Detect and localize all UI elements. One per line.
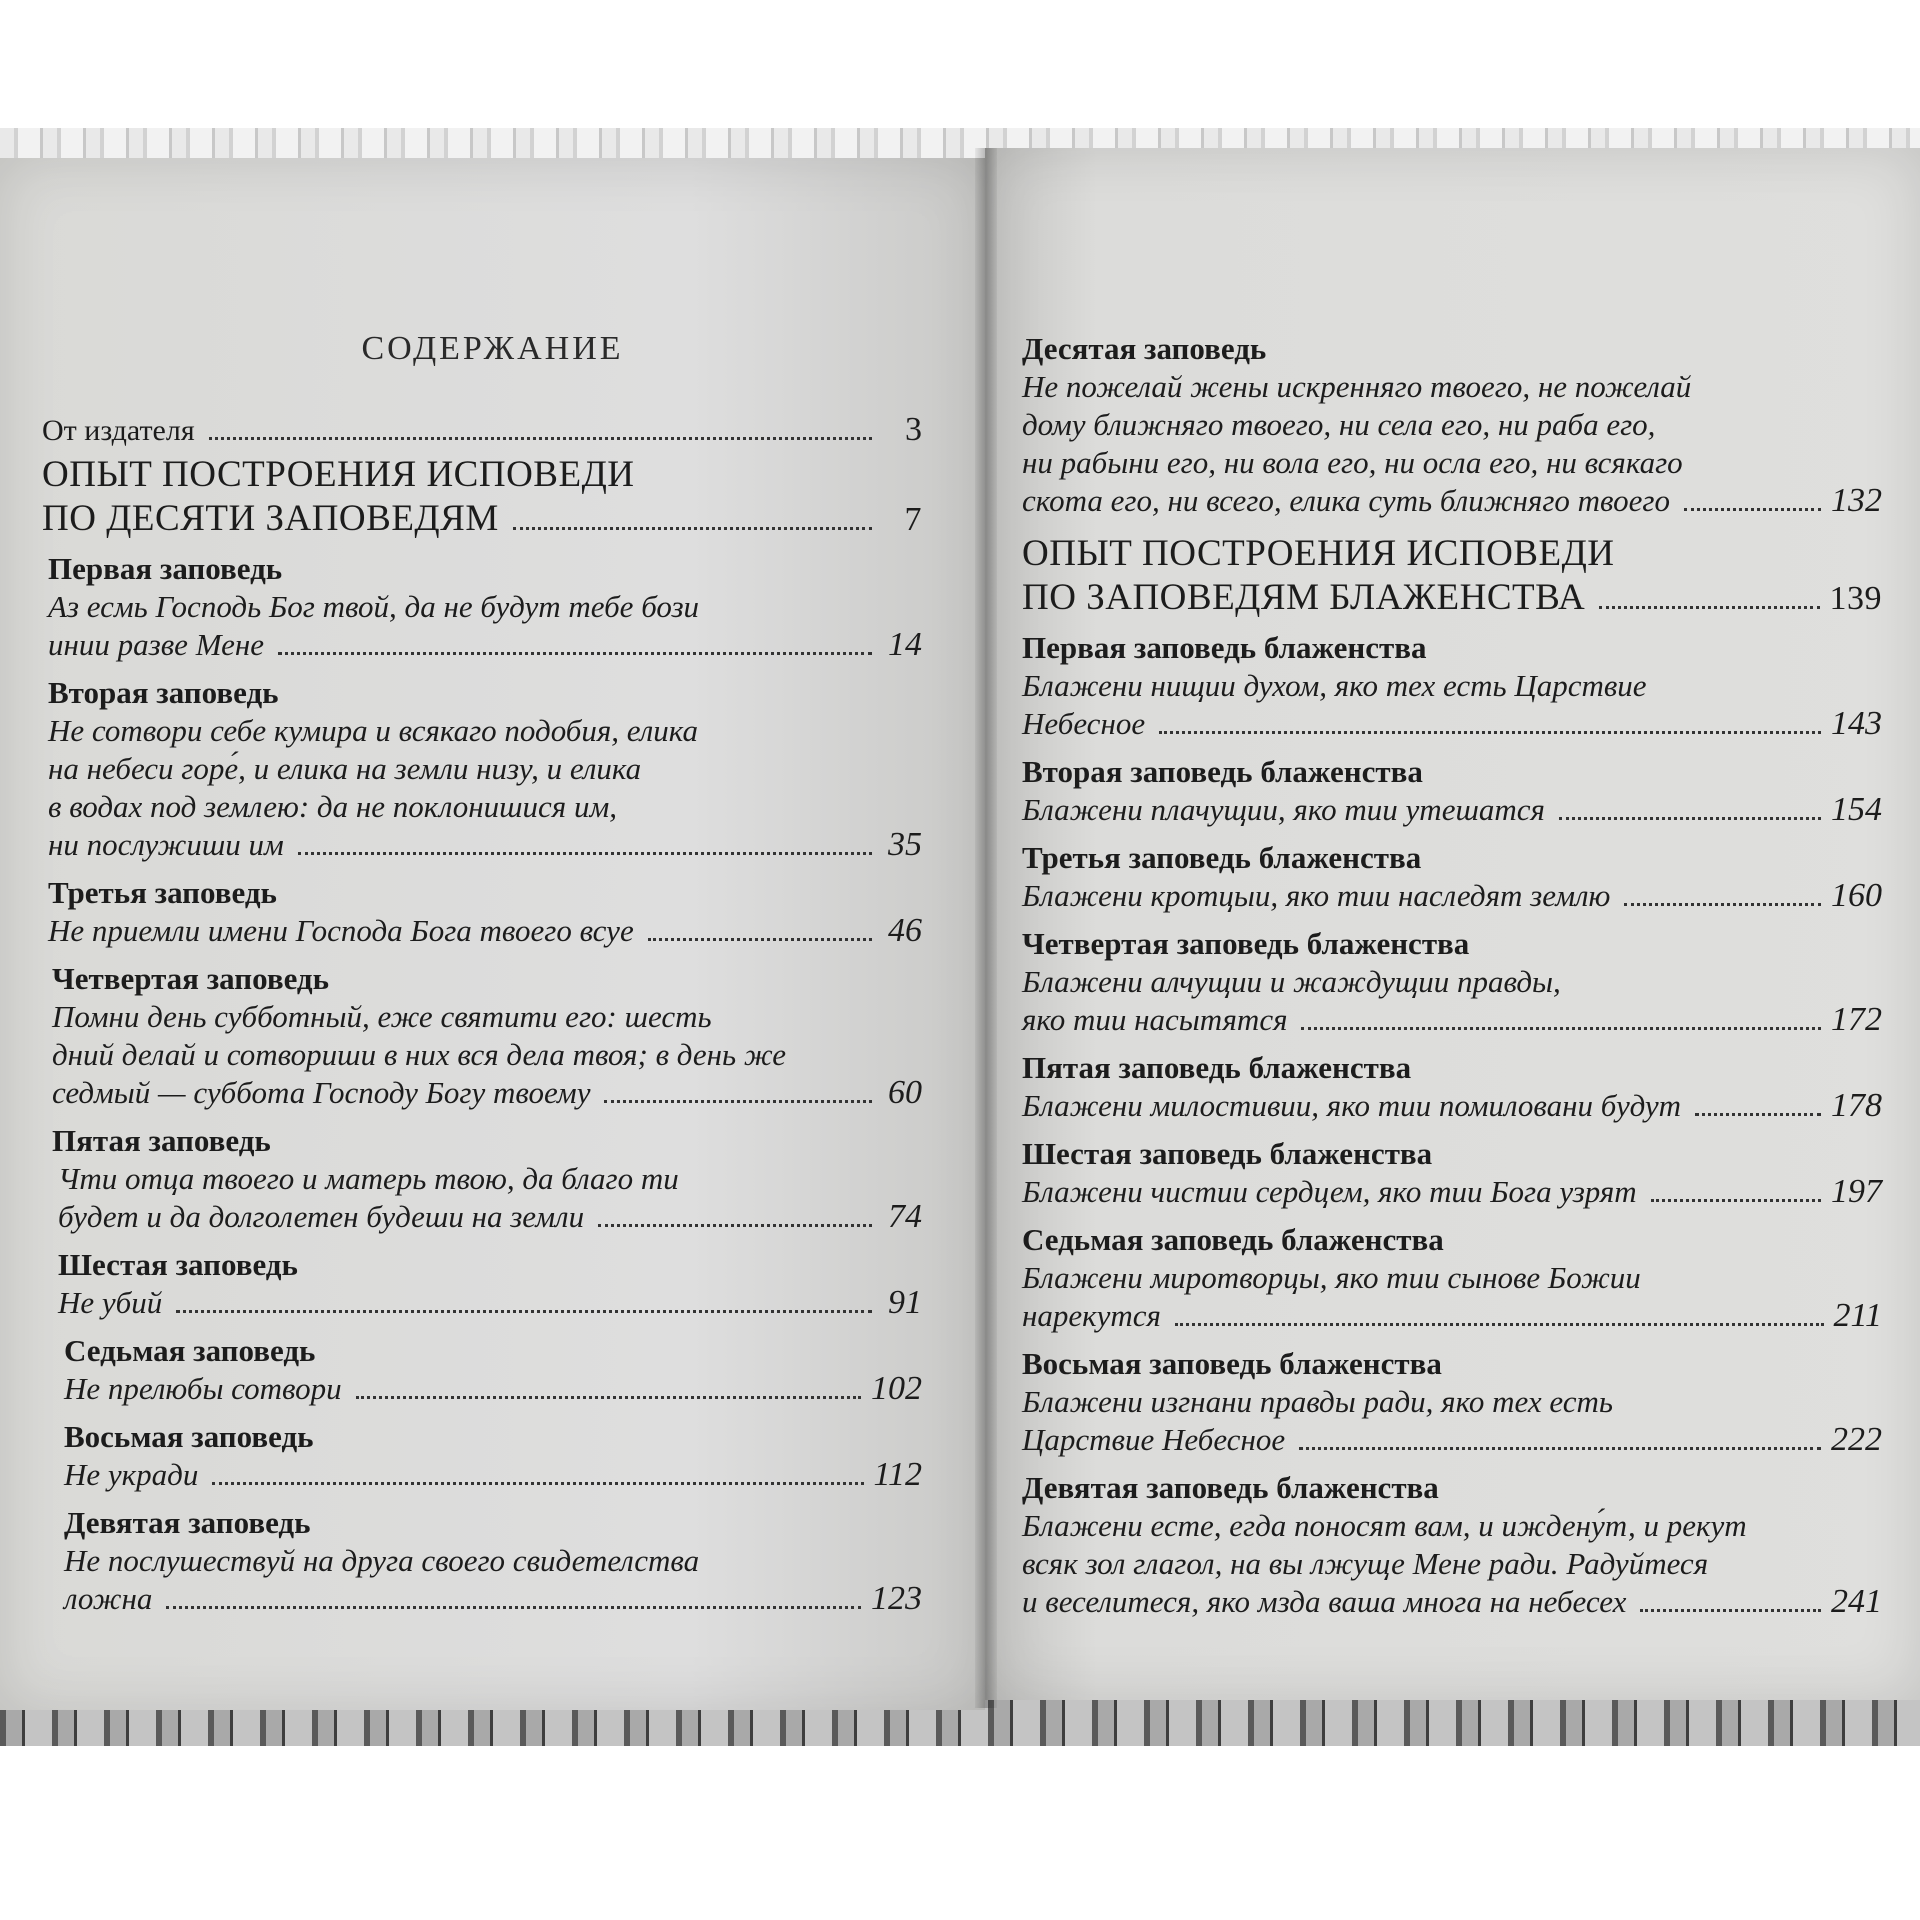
toc-entry-commandment-5 xyxy=(42,1122,922,1236)
entry-text: Блажени кротцыи, яко тии наследят землю xyxy=(1022,878,1611,913)
dot-leader xyxy=(1684,508,1821,511)
page-number: 160 xyxy=(1831,877,1882,914)
toc-entry-beatitude-2 xyxy=(1022,753,1882,829)
entry-heading: Вторая заповедь блаженства xyxy=(1022,754,1423,789)
dot-leader xyxy=(1599,606,1819,609)
entry-text: Не прелюбы сотвори xyxy=(64,1371,342,1406)
entry-text: скота его, ни всего, елика суть ближняго твоего xyxy=(1022,483,1670,518)
part-title-line: ПО ДЕСЯТИ ЗАПОВЕДЯМ xyxy=(42,498,499,539)
entry-heading: Вторая заповедь xyxy=(48,675,279,710)
toc-entry-beatitude-7 xyxy=(1022,1221,1882,1335)
toc-entry-commandment-4 xyxy=(42,960,922,1112)
page-number: 35 xyxy=(888,826,922,863)
toc-entry-commandment-2 xyxy=(42,674,922,864)
dot-leader xyxy=(1695,1113,1821,1116)
dot-leader xyxy=(1299,1447,1821,1450)
dot-leader xyxy=(1624,903,1821,906)
page-number: 132 xyxy=(1831,482,1882,519)
toc-entry-beatitude-4 xyxy=(1022,925,1882,1039)
page-number: 241 xyxy=(1831,1583,1882,1620)
toc-entry-commandment-1 xyxy=(42,550,922,664)
entry-heading: Седьмая заповедь xyxy=(64,1333,316,1368)
page-number: 154 xyxy=(1831,791,1882,828)
entry-text: дний делай и сотвориши в них вся дела твоя; в день же xyxy=(52,1037,787,1072)
dot-leader xyxy=(598,1224,872,1227)
toc-entry-beatitude-9 xyxy=(1022,1469,1882,1621)
toc-entry-commandment-9 xyxy=(42,1504,922,1618)
dot-leader xyxy=(1651,1199,1821,1202)
entry-heading: Пятая заповедь блаженства xyxy=(1022,1050,1412,1085)
toc-column-left xyxy=(42,410,922,1618)
entry-text: Помни день субботный, еже святити его: шесть xyxy=(52,999,712,1034)
toc-entry-commandment-3 xyxy=(42,874,922,950)
entry-text: Аз есмь Господь Бог твой, да не будут тебе бози xyxy=(48,589,700,624)
page-number: 172 xyxy=(1831,1001,1882,1038)
entry-text: инии разве Мене xyxy=(48,627,264,662)
page-number: 222 xyxy=(1831,1421,1882,1458)
toc-entry-beatitude-1 xyxy=(1022,629,1882,743)
entry-text: и веселитеся, яко мзда ваша многа на небесех xyxy=(1022,1584,1627,1619)
entry-heading: Третья заповедь блаженства xyxy=(1022,840,1422,875)
entry-heading: Четвертая заповедь xyxy=(52,961,330,996)
entry-text: в водах под землею: да не поклонишися им, xyxy=(48,789,617,824)
toc-entry-commandment-8 xyxy=(42,1418,922,1494)
page-number: 91 xyxy=(888,1284,922,1321)
entry-heading: Третья заповедь xyxy=(48,875,277,910)
toc-entry-beatitude-8 xyxy=(1022,1345,1882,1459)
entry-text: дому ближняго твоего, ни села его, ни раба его, xyxy=(1022,407,1656,442)
page-number: 211 xyxy=(1833,1297,1882,1334)
toc-entry-label: От издателя xyxy=(42,414,195,447)
dot-leader xyxy=(604,1100,872,1103)
toc-entry-commandment-10 xyxy=(1022,330,1882,520)
toc-entry-commandment-6 xyxy=(42,1246,922,1322)
entry-heading: Четвертая заповедь блаженства xyxy=(1022,926,1470,961)
dot-leader xyxy=(278,652,872,655)
entry-heading: Седьмая заповедь блаженства xyxy=(1022,1222,1444,1257)
page-number: 178 xyxy=(1831,1087,1882,1124)
entry-text: Блажени миротворцы, яко тии сынове Божии xyxy=(1022,1260,1641,1295)
entry-text: Царствие Небесное xyxy=(1022,1422,1286,1457)
book-gutter xyxy=(975,148,997,1708)
entry-text: будет и да долголетен будеши на земли xyxy=(58,1199,585,1234)
entry-heading: Первая заповедь xyxy=(48,551,283,586)
entry-text: Не сотвори себе кумира и всякаго подобия, елика xyxy=(48,713,699,748)
page-number: 60 xyxy=(888,1074,922,1111)
entry-text: на небеси горе́, и елика на земли низу, и елика xyxy=(48,751,642,786)
toc-entry-beatitude-6 xyxy=(1022,1135,1882,1211)
dot-leader xyxy=(212,1482,863,1485)
toc-column-right xyxy=(1022,330,1882,1621)
entry-text: Блажени изгнани правды ради, яко тех есть xyxy=(1022,1384,1613,1419)
page-number: 139 xyxy=(1829,580,1882,617)
entry-heading: Пятая заповедь xyxy=(52,1123,271,1158)
entry-heading: Восьмая заповедь xyxy=(64,1419,314,1454)
part-title-line: ПО ЗАПОВЕДЯМ БЛАЖЕНСТВА xyxy=(1022,577,1586,618)
toc-part-1 xyxy=(42,455,922,540)
entry-text: Блажени плачущии, яко тии утешатся xyxy=(1022,792,1545,827)
dot-leader xyxy=(1175,1323,1824,1326)
dot-leader xyxy=(166,1606,861,1609)
entry-text: Не послушествуй на друга своего свидетелства xyxy=(64,1543,700,1578)
page-number: 3 xyxy=(905,411,922,448)
toc-entry-commandment-7 xyxy=(42,1332,922,1408)
entry-text: яко тии насытятся xyxy=(1022,1002,1288,1037)
page-number: 46 xyxy=(888,912,922,949)
toc-entry-beatitude-5 xyxy=(1022,1049,1882,1125)
dot-leader xyxy=(176,1310,872,1313)
entry-text: нарекутся xyxy=(1022,1298,1161,1333)
entry-text: всяк зол глагол, на вы лжуще Мене ради. Радуйтеся xyxy=(1022,1546,1709,1581)
entry-text: Блажени есте, егда поносят вам, и иждену́т, и рекут xyxy=(1022,1508,1747,1543)
entry-heading: Десятая заповедь xyxy=(1022,331,1267,366)
page-number: 123 xyxy=(871,1580,922,1617)
dot-leader xyxy=(1559,817,1821,820)
entry-text: Небесное xyxy=(1022,706,1146,741)
entry-heading: Шестая заповедь блаженства xyxy=(1022,1136,1433,1171)
entry-text: Не укради xyxy=(64,1457,199,1492)
entry-text: Не убий xyxy=(58,1285,163,1320)
entry-heading: Девятая заповедь xyxy=(64,1505,311,1540)
page-number: 74 xyxy=(888,1198,922,1235)
entry-heading: Восьмая заповедь блаженства xyxy=(1022,1346,1442,1381)
entry-text: ложна xyxy=(64,1581,153,1616)
dot-leader xyxy=(356,1396,861,1399)
part-title-line: ОПЫТ ПОСТРОЕНИЯ ИСПОВЕДИ xyxy=(1022,533,1615,574)
toc-entry-publisher xyxy=(42,410,922,451)
entry-text: седмый — суббота Господу Богу твоему xyxy=(52,1075,591,1110)
page-number: 7 xyxy=(904,501,922,538)
entry-text: Блажени чистии сердцем, яко тии Бога узрят xyxy=(1022,1174,1637,1209)
dot-leader xyxy=(513,527,872,530)
part-title-line: ОПЫТ ПОСТРОЕНИЯ ИСПОВЕДИ xyxy=(42,454,635,495)
toc-title: СОДЕРЖАНИЕ xyxy=(361,330,624,367)
entry-text: ни рабыни его, ни вола его, ни осла его, ни всякаго xyxy=(1022,445,1683,480)
entry-heading: Девятая заповедь блаженства xyxy=(1022,1470,1439,1505)
toc-part-2 xyxy=(1022,534,1882,619)
entry-text: Чти отца твоего и матерь твою, да благо ти xyxy=(58,1161,679,1196)
toc-entry-beatitude-3 xyxy=(1022,839,1882,915)
entry-text: Блажени нищии духом, яко тех есть Царствие xyxy=(1022,668,1647,703)
entry-text: Блажени милостивии, яко тии помиловани будут xyxy=(1022,1088,1682,1123)
entry-text: Не приемли имени Господа Бога твоего всуе xyxy=(48,913,634,948)
entry-text: Блажени алчущии и жаждущии правды, xyxy=(1022,964,1561,999)
dot-leader xyxy=(1640,1609,1821,1612)
entry-heading: Шестая заповедь xyxy=(58,1247,298,1282)
entry-text: ни послужиши им xyxy=(48,827,284,862)
entry-heading: Первая заповедь блаженства xyxy=(1022,630,1427,665)
page-number: 143 xyxy=(1831,705,1882,742)
dot-leader xyxy=(209,437,872,440)
dot-leader xyxy=(1301,1027,1821,1030)
page-number: 102 xyxy=(871,1370,922,1407)
page-number: 14 xyxy=(888,626,922,663)
entry-text: Не пожелай жены искренняго твоего, не пожелай xyxy=(1022,369,1692,404)
dot-leader xyxy=(298,852,872,855)
page-number: 112 xyxy=(873,1456,922,1493)
dot-leader xyxy=(1159,731,1821,734)
page-number: 197 xyxy=(1831,1173,1882,1210)
dot-leader xyxy=(648,938,872,941)
